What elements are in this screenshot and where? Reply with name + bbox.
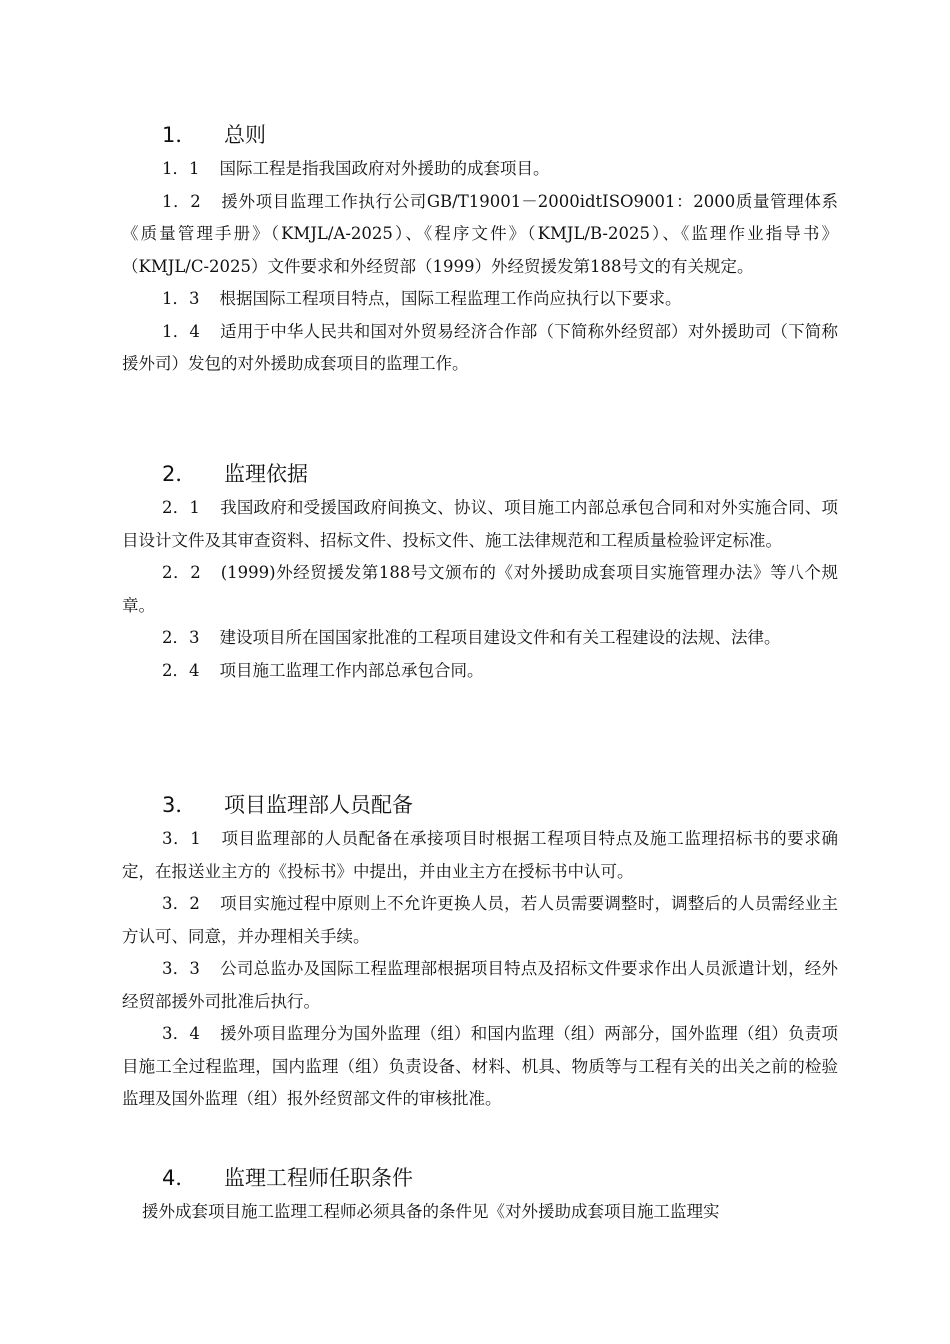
section-qualifications (122, 1163, 838, 1229)
section-number: 2． (162, 462, 197, 486)
paragraph (122, 622, 838, 655)
clause-text: 适用于中华人民共和国对外贸易经济合作部（下简称外经贸部）对外援助司（下简称援外司）发包的对外援助成套项目的监理工作。 (122, 321, 838, 373)
paragraph (122, 492, 838, 557)
section-staffing (122, 790, 838, 1116)
clause-text: (1999)外经贸援发第188号文颁布的《对外援助成套项目实施管理办法》等八个规章。 (122, 563, 839, 615)
paragraph (122, 888, 838, 953)
paragraph (122, 1018, 838, 1116)
section-heading (122, 459, 838, 489)
section-title: 总则 (224, 123, 266, 147)
clause-number: 2．1 (162, 498, 200, 517)
paragraph (122, 1196, 838, 1229)
clause-number: 1．2 (162, 191, 201, 211)
section-number: 1． (162, 123, 197, 147)
clause-number: 2．2 (162, 563, 201, 582)
paragraph (122, 655, 838, 688)
clause-text: 援外项目监理工作执行公司GB/T19001－2000idtISO9001：2000质量管理体系《质量管理手册》（KMJL/A-2025）、《程序文件》（KMJL/B-2025）、《监理作业指导书》（KMJL/C-2025）文件要求和外经贸部（1999）外经贸援发第188号文的有关规定。 (122, 191, 838, 276)
paragraph (122, 316, 838, 381)
section-heading (122, 790, 838, 820)
section-basis (122, 459, 838, 687)
clause-number: 2．4 (162, 660, 200, 680)
section-title: 监理依据 (224, 462, 308, 486)
section-title: 监理工程师任职条件 (224, 1166, 413, 1190)
paragraph (122, 153, 838, 186)
section-number: 3． (162, 793, 197, 817)
section-number: 4． (162, 1166, 197, 1190)
paragraph (122, 186, 838, 284)
clause-number: 2．3 (162, 628, 200, 647)
clause-text: 国际工程是指我国政府对外援助的成套项目。 (219, 159, 550, 178)
section-heading (122, 1163, 838, 1193)
clause-number: 3．1 (162, 829, 201, 848)
clause-number: 3．3 (162, 959, 200, 978)
paragraph (122, 557, 838, 622)
paragraph (122, 823, 838, 888)
paragraph (122, 953, 838, 1018)
clause-text: 援外成套项目施工监理工程师必须具备的条件见《对外援助成套项目施工监理实 (142, 1202, 720, 1221)
section-heading (122, 120, 838, 150)
clause-number: 3．2 (162, 894, 200, 913)
section-general (122, 120, 838, 381)
clause-text: 根据国际工程项目特点，国际工程监理工作尚应执行以下要求。 (219, 289, 682, 308)
clause-number: 3．4 (162, 1024, 200, 1043)
clause-number: 1．3 (162, 289, 200, 308)
paragraph (122, 283, 838, 316)
clause-number: 1．4 (162, 321, 200, 341)
clause-text: 公司总监办及国际工程监理部根据项目特点及招标文件要求作出人员派遣计划，经外经贸部援外司批准后执行。 (122, 959, 838, 1011)
clause-text: 建设项目所在国国家批准的工程项目建设文件和有关工程建设的法规、法律。 (219, 628, 781, 647)
clause-text: 项目监理部的人员配备在承接项目时根据工程项目特点及施工监理招标书的要求确定，在报送业主方的《投标书》中提出，并由业主方在授标书中认可。 (122, 829, 839, 881)
clause-text: 项目施工监理工作内部总承包合同。 (219, 660, 484, 680)
clause-text: 我国政府和受援国政府间换文、协议、项目施工内部总承包合同和对外实施合同、项目设计文件及其审查资料、招标文件、投标文件、施工法律规范和工程质量检验评定标准。 (122, 498, 838, 550)
clause-number: 1．1 (162, 159, 200, 178)
clause-text: 项目实施过程中原则上不允许更换人员，若人员需要调整时，调整后的人员需经业主方认可、同意，并办理相关手续。 (122, 894, 838, 946)
section-title: 项目监理部人员配备 (224, 793, 413, 817)
clause-text: 援外项目监理分为国外监理（组）和国内监理（组）两部分，国外监理（组）负责项目施工全过程监理，国内监理（组）负责设备、材料、机具、物质等与工程有关的出关之前的检验监理及国外监理（组）报外经贸部文件的审核批准。 (122, 1024, 838, 1108)
